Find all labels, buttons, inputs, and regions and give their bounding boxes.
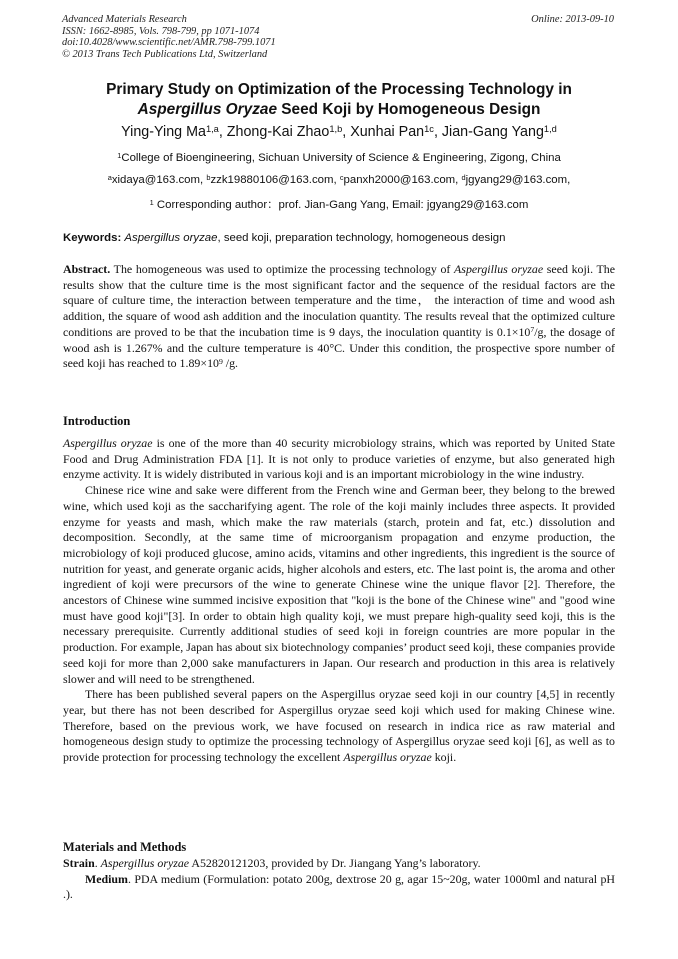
title-line-1: Primary Study on Optimization of the Processing Technology in bbox=[106, 81, 572, 98]
materials-section bbox=[63, 856, 615, 903]
abstract-exponent: 9 bbox=[218, 356, 223, 366]
keywords-label: Keywords: bbox=[63, 232, 122, 244]
author-name: Ying-Ying Ma bbox=[121, 124, 206, 140]
abstract-label: Abstract. bbox=[63, 262, 111, 276]
medium-label: Medium bbox=[85, 871, 128, 886]
email-link[interactable]: jgyang29@163.com, bbox=[465, 174, 571, 186]
intro-species: Aspergillus oryzae bbox=[343, 750, 432, 765]
author-name: Xunhai Pan bbox=[350, 124, 425, 140]
author-sep: , bbox=[218, 124, 227, 140]
email-link[interactable]: xidaya@163.com, bbox=[111, 174, 207, 186]
online-date: Online: 2013-09-10 bbox=[531, 14, 614, 25]
author-sup: 1c bbox=[424, 123, 434, 134]
abstract-text: /g. bbox=[222, 356, 239, 371]
author-sep: , bbox=[433, 124, 442, 140]
strain-paragraph bbox=[63, 856, 615, 872]
intro-paragraph-3 bbox=[63, 687, 615, 766]
title-species: Aspergillus Oryzae bbox=[137, 100, 278, 118]
intro-paragraph-1 bbox=[63, 436, 615, 483]
author-sup: 1,b bbox=[329, 123, 343, 134]
abstract-text: The homogeneous was used to optimize the processing technology of bbox=[110, 262, 455, 276]
materials-heading: Materials and Methods bbox=[63, 840, 187, 854]
strain-text: . bbox=[94, 856, 101, 870]
intro-text: is one of the more than 40 security microbiology strains, which was reported by United State Food and Drug Administration FDA [1]. It is not only to produce varieties of enzyme, but also generated high enzyme activity. It is widely distributed in various koji and is an important microbiology in the wine industry. bbox=[63, 436, 615, 482]
keywords-species: Aspergillus oryzae bbox=[124, 232, 218, 244]
intro-text: koji. bbox=[431, 750, 457, 765]
abstract-species: Aspergillus oryzae bbox=[454, 262, 544, 276]
email-list bbox=[10, 174, 668, 186]
title-line-2-rest: Seed Koji by Homogeneous Design bbox=[277, 100, 541, 118]
strain-species: Aspergillus oryzae bbox=[100, 856, 190, 870]
introduction-section bbox=[63, 436, 615, 766]
copyright-line: © 2013 Trans Tech Publications Ltd, Switzerland bbox=[62, 48, 268, 60]
email-link[interactable]: zzk19880106@163.com, bbox=[210, 174, 340, 186]
author-sep: , bbox=[342, 124, 351, 140]
intro-text: There has been published several papers on the Aspergillus oryzae seed koji in our country [4,5] in recently year, but there has not been described for Aspergillus oryzae seed koji which used for making Chinese wine. Therefore, based on the previous work, we have focused on research in indica rice as raw material and homogeneous design study to optimize the processing technology of Aspergillus oryzae seed koji [6], as well as to provide protection for processing technology the excellent bbox=[63, 687, 615, 765]
abstract-paragraph bbox=[63, 262, 615, 372]
intro-species: Aspergillus oryzae bbox=[63, 436, 153, 450]
author-name: Zhong-Kai Zhao bbox=[226, 124, 330, 140]
keywords-rest: , seed koji, preparation technology, homogeneous design bbox=[217, 232, 506, 244]
author-name: Jian-Gang Yang bbox=[441, 124, 544, 140]
email-sup: a bbox=[107, 172, 112, 182]
email-link[interactable]: panxh2000@163.com, bbox=[343, 174, 462, 186]
email-sup: b bbox=[206, 172, 211, 182]
email-sup: d bbox=[461, 172, 466, 182]
email-sup: c bbox=[339, 172, 344, 182]
abstract-section bbox=[63, 262, 615, 372]
corresponding-sup: 1 bbox=[149, 197, 154, 207]
strain-label: Strain bbox=[63, 856, 95, 870]
intro-paragraph-2: Chinese rice wine and sake were different from the French wine and German beer, they belong to the brewed wine, which used koji as the saccharifying agent. The role of the koji mainly includes three aspects. It provided enzyme for yeasts and mash, which make the raw materials (starch, protein and fat, etc.) dissolution and decomposition. Secondly, at the same time of microorganism propagation and enzyme production, the microbiology of koji produced glucose, amino acids, vitamins and other ingredients, this ingredient is the source of nutrition for yeast, and generate organic acids, higher alcohols and esters, etc. The last point is, the aroma and other ingredient of koji were precursors of the wine to generate Chinese wine the unique flavor [2]. Therefore, the ancestors of Chinese wine summed incisive exposition that "koji is the bone of the Chinese wine" and "good wine must have good koji"[3]. In order to obtain high quality koji, we must prepare high-quality seed koji, this is the necessary prerequisite. Currently additional studies of seed koji in foreign countries are more popular in the production. For example, Japan has about six biotechnology companies’ product seed koji, these companies provide seed koji for more than 2,000 sake manufacturers in Japan. Our research and production in this area is relatively slower and will need to be strengthened. bbox=[63, 483, 615, 686]
affiliation-text: College of Bioengineering, Sichuan University of Science & Engineering, Zigong, China bbox=[121, 152, 561, 164]
doi-line[interactable]: doi:10.4028/www.scientific.net/AMR.798-799.1071 bbox=[62, 37, 276, 49]
introduction-heading: Introduction bbox=[63, 414, 131, 428]
medium-text: . PDA medium (Formulation: potato 200g, dextrose 20 g, agar 15~20g, water 1000ml and natural pH .). bbox=[63, 871, 615, 902]
corresponding-text: Corresponding author：prof. Jian-Gang Yang, Email: jgyang29@163.com bbox=[153, 199, 529, 211]
keywords-line bbox=[63, 232, 505, 244]
journal-meta bbox=[62, 14, 276, 60]
author-list bbox=[20, 124, 658, 140]
author-sup: 1,d bbox=[543, 123, 557, 134]
abstract-text: /g, the dosage of wood ash is 1.267% and the culture temperature is 40°C. Under this condition, the prospective spore number of seed koji has reached to 1.89×10 bbox=[63, 324, 615, 371]
abstract-exponent: 7 bbox=[530, 325, 535, 335]
strain-text: A52820121203, provided by Dr. Jiangang Yang’s laboratory. bbox=[189, 856, 481, 870]
journal-name: Advanced Materials Research bbox=[62, 14, 187, 25]
paper-title bbox=[30, 80, 648, 119]
affiliation-sup: 1 bbox=[117, 150, 122, 160]
abstract-text: seed koji. The results show that the culture time is the most significant factor and the sequence of the residual factors are the square of culture time, the interaction between temperature and the time， the interaction of time and wood ash addition, the square of wood ash addition and the inoculation quantity. The results reveal that the optimized culture conditions are proved to be that the incubation time is 9 days, the inoculation quantity is 0.1×10 bbox=[63, 262, 615, 339]
issn-line: ISSN: 1662-8985, Vols. 798-799, pp 1071-1074 bbox=[62, 25, 260, 37]
corresponding-author bbox=[10, 196, 668, 212]
author-sup: 1,a bbox=[205, 123, 219, 134]
title-line-2 bbox=[30, 100, 648, 120]
medium-paragraph bbox=[63, 872, 615, 903]
affiliation bbox=[10, 152, 668, 164]
